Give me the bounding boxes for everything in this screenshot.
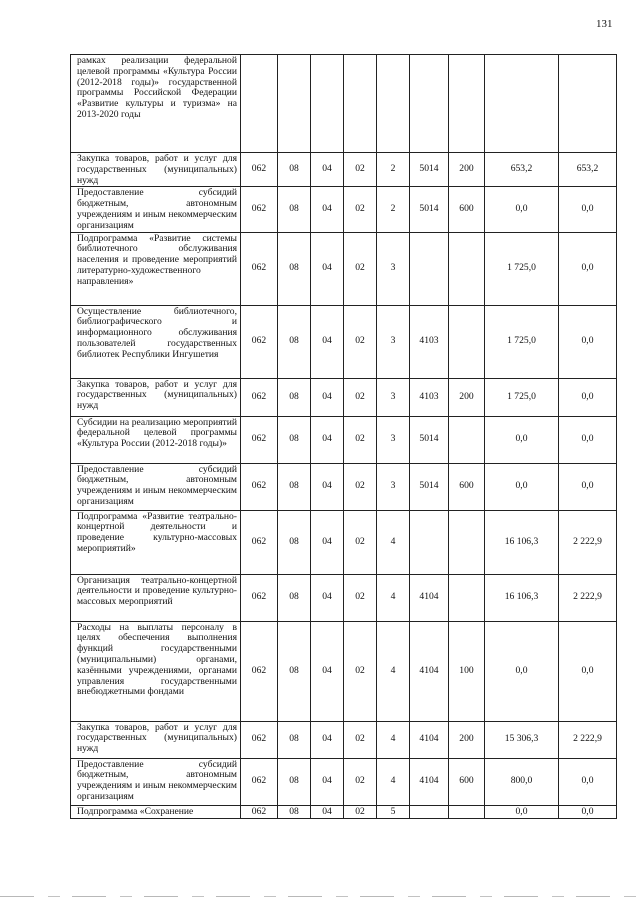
cell-program: 02 (344, 805, 377, 819)
table-row (71, 416, 617, 463)
cell-amount-year1: 1 725,0 (485, 305, 559, 378)
cell-description: Предоставление субсидий бюджетным, автономным учреждениям и иным некоммерческим организациям (71, 187, 241, 232)
cell-amount-year1: 0,0 (485, 805, 559, 819)
cell-admin-code: 062 (241, 378, 278, 416)
cell-subprogram: 5 (377, 805, 410, 819)
cell-program: 02 (344, 758, 377, 805)
cell-subprogram: 4 (377, 721, 410, 758)
cell-target-code (410, 510, 449, 574)
cell-description: Расходы на выплаты персоналу в целях обеспечения выполнения функций государственными (муниципальными) органами, казёнными учреждениями, органами управления государственными внебюджетными фондами (71, 621, 241, 721)
cell-subsection: 04 (311, 305, 344, 378)
table-row (71, 463, 617, 510)
cell-target-code: 4104 (410, 721, 449, 758)
cell-subsection: 04 (311, 187, 344, 232)
cell-amount-year2: 0,0 (559, 305, 617, 378)
cell-admin-code: 062 (241, 721, 278, 758)
cell-subsection (311, 55, 344, 153)
page-number: 131 (596, 18, 613, 30)
cell-subprogram: 4 (377, 621, 410, 721)
cell-subprogram: 2 (377, 187, 410, 232)
cell-program (344, 55, 377, 153)
cell-expense-type: 600 (449, 187, 485, 232)
cell-amount-year2: 0,0 (559, 378, 617, 416)
cell-section: 08 (278, 805, 311, 819)
cell-subsection: 04 (311, 416, 344, 463)
cell-expense-type (449, 574, 485, 621)
cell-expense-type (449, 305, 485, 378)
cell-program: 02 (344, 187, 377, 232)
cell-expense-type: 600 (449, 758, 485, 805)
cell-amount-year1: 653,2 (485, 153, 559, 187)
cell-amount-year1: 1 725,0 (485, 232, 559, 305)
cell-expense-type: 600 (449, 463, 485, 510)
table-row (71, 153, 617, 187)
cell-description: Предоставление субсидий бюджетным, автономным учреждениям и иным некоммерческим организациям (71, 758, 241, 805)
cell-subsection: 04 (311, 805, 344, 819)
cell-amount-year1: 16 106,3 (485, 510, 559, 574)
cell-amount-year2: 0,0 (559, 621, 617, 721)
table-row (71, 758, 617, 805)
cell-target-code: 5014 (410, 153, 449, 187)
cell-amount-year1: 0,0 (485, 187, 559, 232)
cell-target-code (410, 805, 449, 819)
cell-amount-year1: 0,0 (485, 621, 559, 721)
cell-amount-year2: 653,2 (559, 153, 617, 187)
cell-target-code: 4104 (410, 574, 449, 621)
table-row (71, 510, 617, 574)
cell-target-code (410, 55, 449, 153)
table-row (71, 378, 617, 416)
cell-target-code: 4104 (410, 758, 449, 805)
cell-amount-year2: 0,0 (559, 805, 617, 819)
cell-program: 02 (344, 378, 377, 416)
cell-admin-code: 062 (241, 621, 278, 721)
cell-subprogram: 4 (377, 758, 410, 805)
cell-section: 08 (278, 187, 311, 232)
cell-admin-code: 062 (241, 463, 278, 510)
cell-subprogram: 3 (377, 463, 410, 510)
cell-section: 08 (278, 153, 311, 187)
cell-amount-year2: 0,0 (559, 758, 617, 805)
cell-admin-code: 062 (241, 510, 278, 574)
cell-expense-type: 100 (449, 621, 485, 721)
cell-subsection: 04 (311, 378, 344, 416)
table-row (71, 232, 617, 305)
cell-admin-code: 062 (241, 805, 278, 819)
cell-program: 02 (344, 621, 377, 721)
budget-table (70, 54, 617, 819)
cell-amount-year2: 2 222,9 (559, 574, 617, 621)
table-row (71, 621, 617, 721)
cell-description: Субсидии на реализацию мероприятий федеральной целевой программы «Культура России (2012-2018 годы)» (71, 416, 241, 463)
cell-description: Подпрограмма «Сохранение (71, 805, 241, 819)
cell-target-code: 4103 (410, 305, 449, 378)
cell-program: 02 (344, 510, 377, 574)
cell-expense-type: 200 (449, 378, 485, 416)
cell-admin-code: 062 (241, 232, 278, 305)
cell-section: 08 (278, 463, 311, 510)
cell-subprogram: 2 (377, 153, 410, 187)
cell-admin-code: 062 (241, 758, 278, 805)
cell-amount-year1: 800,0 (485, 758, 559, 805)
cell-section: 08 (278, 232, 311, 305)
cell-amount-year2: 0,0 (559, 187, 617, 232)
cell-expense-type (449, 232, 485, 305)
cell-subprogram: 4 (377, 510, 410, 574)
cell-admin-code: 062 (241, 187, 278, 232)
cell-amount-year2: 0,0 (559, 232, 617, 305)
cell-admin-code: 062 (241, 574, 278, 621)
cell-section (278, 55, 311, 153)
cell-subsection: 04 (311, 574, 344, 621)
cell-program: 02 (344, 721, 377, 758)
cell-description: Организация театрально-концертной деятельности и проведение культурно-массовых мероприятий (71, 574, 241, 621)
cell-amount-year2: 2 222,9 (559, 510, 617, 574)
cell-amount-year1: 0,0 (485, 463, 559, 510)
scan-edge-artifact (0, 896, 640, 897)
cell-subsection: 04 (311, 510, 344, 574)
cell-target-code (410, 232, 449, 305)
cell-program: 02 (344, 416, 377, 463)
cell-program: 02 (344, 153, 377, 187)
cell-amount-year2: 2 222,9 (559, 721, 617, 758)
cell-target-code: 5014 (410, 187, 449, 232)
cell-subsection: 04 (311, 621, 344, 721)
cell-section: 08 (278, 621, 311, 721)
cell-subprogram (377, 55, 410, 153)
cell-target-code: 5014 (410, 463, 449, 510)
cell-expense-type: 200 (449, 153, 485, 187)
cell-amount-year1: 1 725,0 (485, 378, 559, 416)
cell-program: 02 (344, 463, 377, 510)
cell-amount-year1: 15 306,3 (485, 721, 559, 758)
table-row (71, 805, 617, 819)
cell-program: 02 (344, 232, 377, 305)
cell-program: 02 (344, 574, 377, 621)
table-row (71, 574, 617, 621)
cell-description: Подпрограмма «Развитие системы библиотечного обслуживания населения и проведение мероприятий литературно-художественного направления» (71, 232, 241, 305)
cell-subprogram: 3 (377, 378, 410, 416)
cell-admin-code: 062 (241, 416, 278, 463)
cell-expense-type: 200 (449, 721, 485, 758)
cell-section: 08 (278, 510, 311, 574)
cell-amount-year1 (485, 55, 559, 153)
cell-expense-type (449, 416, 485, 463)
cell-description: Предоставление субсидий бюджетным, автономным учреждениям и иным некоммерческим организациям (71, 463, 241, 510)
cell-section: 08 (278, 416, 311, 463)
cell-amount-year1: 16 106,3 (485, 574, 559, 621)
table-row (71, 55, 617, 153)
cell-subsection: 04 (311, 153, 344, 187)
cell-admin-code: 062 (241, 305, 278, 378)
cell-description: Закупка товаров, работ и услуг для государственных (муниципальных) нужд (71, 378, 241, 416)
cell-description: Осуществление библиотечного, библиографического и информационного обслуживания пользователей государственных библиотек Республики Ингушетия (71, 305, 241, 378)
cell-section: 08 (278, 378, 311, 416)
table-row (71, 305, 617, 378)
cell-subprogram: 4 (377, 574, 410, 621)
cell-description: Закупка товаров, работ и услуг для государственных (муниципальных) нужд (71, 721, 241, 758)
cell-amount-year1: 0,0 (485, 416, 559, 463)
cell-target-code: 5014 (410, 416, 449, 463)
cell-program: 02 (344, 305, 377, 378)
cell-subsection: 04 (311, 758, 344, 805)
cell-admin-code: 062 (241, 153, 278, 187)
cell-expense-type (449, 510, 485, 574)
cell-expense-type (449, 55, 485, 153)
cell-admin-code (241, 55, 278, 153)
cell-description: рамках реализации федеральной целевой программы «Культура России (2012-2018 годы)» государственной программы Российской Федерации «Развитие культуры и туризма» на 2013-2020 годы (71, 55, 241, 153)
cell-target-code: 4103 (410, 378, 449, 416)
table-row (71, 187, 617, 232)
cell-subsection: 04 (311, 463, 344, 510)
cell-subsection: 04 (311, 721, 344, 758)
cell-description: Закупка товаров, работ и услуг для государственных (муниципальных) нужд (71, 153, 241, 187)
table-row (71, 721, 617, 758)
cell-description: Подпрограмма «Развитие театрально-концертной деятельности и проведение культурно-массовых мероприятий» (71, 510, 241, 574)
cell-section: 08 (278, 721, 311, 758)
cell-expense-type (449, 805, 485, 819)
cell-amount-year2: 0,0 (559, 416, 617, 463)
cell-subprogram: 3 (377, 305, 410, 378)
cell-section: 08 (278, 305, 311, 378)
cell-subprogram: 3 (377, 232, 410, 305)
cell-subsection: 04 (311, 232, 344, 305)
cell-section: 08 (278, 758, 311, 805)
cell-section: 08 (278, 574, 311, 621)
cell-subprogram: 3 (377, 416, 410, 463)
cell-target-code: 4104 (410, 621, 449, 721)
cell-amount-year2: 0,0 (559, 463, 617, 510)
cell-amount-year2 (559, 55, 617, 153)
